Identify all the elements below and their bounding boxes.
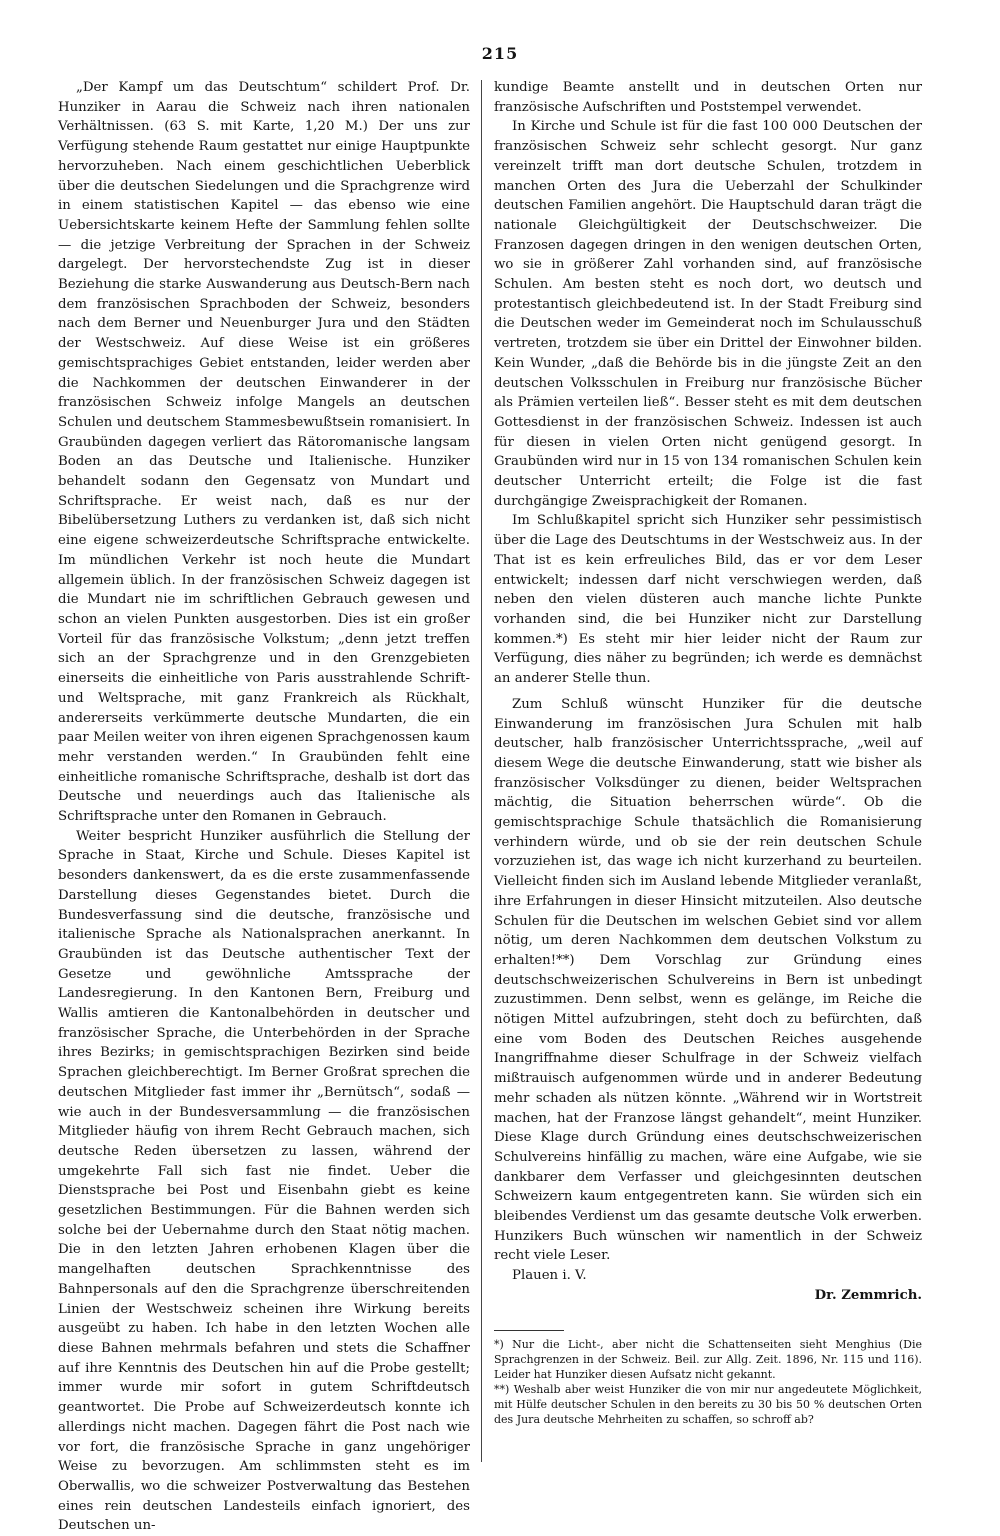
right-column [494, 78, 922, 1427]
author-name: Dr. Zemmrich. [814, 1288, 922, 1304]
paragraph: Im Schlußkapitel spricht sich Hunziker sehr pessimistisch über die Lage des Deutschtums in der Westschweiz aus. In der That ist es kein erfreuliches Bild, das er vor dem Leser entwickelt; indessen darf nicht verschwiegen werden, daß neben den vielen düsteren auch manche lichte Punkte vorhanden sind, die bei Hunziker nicht zur Darstellung kommen.*) Es steht mir hier leider nicht der Raum zur Verfügung, dies näher zu begründen; ich werde es demnächst an anderer Stelle thun. [494, 513, 922, 687]
left-column [58, 78, 470, 1536]
footnote: **) Weshalb aber weist Hunziker die von mir nur angedeutete Möglichkeit, mit Hülfe deutscher Schulen in den bereits zu 30 bis 50 % deutschen Orten des Jura deutsche Mehrheiten zu schaffen, so schroff ab? [494, 1383, 922, 1427]
paragraph: „Der Kampf um das Deutschtum“ schildert Prof. Dr. Hunziker in Aarau die Schweiz nach ihren nationalen Verhältnissen. (63 S. mit Karte, 1,20 M.) Der uns zur Verfügung stehende Raum gestattet nur einige Hauptpunkte hervorzuheben. Nach einem geschichtlichen Ueberblick über die deutschen Siedelungen und die Sprachgrenze wird in einem statistischen Kapitel — das ebenso wie eine Uebersichtskarte keinem Hefte der Sammlung fehlen sollte — die jetzige Verbreitung der Sprachen in der Schweiz dargelegt. Der hervorstechendste Zug ist in dieser Beziehung die starke Auswanderung aus Deutsch-Bern nach dem französischen Sprachboden der Schweiz, besonders nach dem Berner und Neuenburger Jura und den Städten der Westschweiz. Auf diese Weise ist ein größeres gemischtsprachiges Gebiet entstanden, leider werden aber die Nachkommen der deutschen Einwanderer in der französischen Schweiz infolge Mangels an deutschen Schulen und deutschem Stammesbewußtsein romanisiert. In Graubünden dagegen verliert das Rätoromanische langsam Boden an das Deutsche und Italienische. Hunziker behandelt sodann den Gegensatz von Mundart und Schriftsprache. Er weist nach, daß es nur der Bibelübersetzung Luthers zu verdanken ist, daß sich nicht eine eigene schweizerdeutsche Schriftsprache entwickelte. Im mündlichen Verkehr ist noch heute die Mundart allgemein üblich. In der französischen Schweiz dagegen ist die Mundart nie im schriftlichen Gebrauch gewesen und schon an vielen Punkten ausgestorben. Dies ist ein großer Vorteil für das französische Volkstum; „denn jetzt treffen sich an der Sprachgrenze und in den Grenzgebieten einerseits die einheitliche von Paris ausstrahlende Schrift- und Weltsprache, mit ganz Frankreich als Rückhalt, andererseits verkümmerte deutsche Mundarten, die ein paar Meilen weiter von ihren eigenen Sprachgenossen kaum mehr verstanden werden.“ In Graubünden fehlt eine einheitliche romanische Schriftsprache, deshalb ist dort das Deutsche und neuerdings auch das Italienische als Schriftsprache unter den Romanen in Gebrauch. [58, 80, 470, 825]
paragraph: Weiter bespricht Hunziker ausführlich die Stellung der Sprache in Staat, Kirche und Schule. Dieses Kapitel ist besonders dankenswert, da es die erste zusammenfassende Darstellung dieses Gegenstandes bietet. Durch die Bundesverfassung sind die deutsche, französische und italienische Sprache als Nationalsprachen anerkannt. In Graubünden ist das Deutsche authentischer Text der Gesetze und gewöhnliche Amtssprache der Landesregierung. In den Kantonen Bern, Freiburg und Wallis amtieren die Kantonalbehörden in deutscher und französischer Sprache, die Unterbehörden in der Sprache ihres Bezirks; in gemischtsprachigen Bezirken sind beide Sprachen gleichberechtigt. Im Berner Großrat sprechen die deutschen Mitglieder fast immer ihr „Bernütsch“, sodaß — wie auch in der Bundesversammlung — die französischen Mitglieder häufig von ihrem Recht Gebrauch machen, sich deutsche Reden übersetzen zu lassen, während der umgekehrte Fall sich fast nie findet. Ueber die Dienstsprache bei Post und Eisenbahn giebt es keine gesetzlichen Bestimmungen. Für die Bahnen werden sich solche bei der Uebernahme durch den Staat nötig machen. Die in den letzten Jahren erhobenen Klagen über die mangelhaften deutschen Sprachkenntnisse des Bahnpersonals auf den die Sprachgrenze überschreitenden Linien der Westschweiz scheinen ihre Wirkung bereits ausgeübt zu haben. Ich habe in den letzten Wochen alle diese Bahnen mehrmals befahren und stets die Schaffner auf ihre Kenntnis des Deutschen hin auf die Probe gestellt; immer wurde mir sofort in gutem Schriftdeutsch geantwortet. Die Probe auf Schweizerdeutsch konnte ich allerdings nicht machen. Dagegen fährt die Post nach wie vor fort, die französische Sprache in ganz ungehöriger Weise zu bevorzugen. Am schlimmsten steht es im Oberwallis, wo die schweizer Postverwaltung das Bestehen eines rein deutschen Landesteils einfach ignoriert, des Deutschen un- [58, 828, 470, 1534]
place-line: Plauen i. V. [512, 1268, 587, 1284]
footnote: *) Nur die Licht-, aber nicht die Schattenseiten sieht Menghius (Die Sprachgrenzen in der Schweiz. Beil. zur Allg. Zeit. 1896, Nr. 115 und 116). Leider hat Hunziker diesen Aufsatz nicht gekannt. [494, 1338, 922, 1382]
paragraph: Zum Schluß wünscht Hunziker für die deutsche Einwanderung im französischen Jura Schulen mit halb deutscher, halb französischer Unterrichtssprache, „weil auf diesem Wege die deutsche Einwanderung, statt wie bisher als französischer Volksdünger zu dienen, beider Weltsprachen mächtig, die Situation beherrschen würde“. Ob die gemischtsprachige Schule thatsächlich die Romanisierung verhindern würde, und ob sie der rein deutschen Schule vorzuziehen ist, das wage ich nicht kurzerhand zu beurteilen. Vielleicht finden sich im Ausland lebende Mitglieder veranlaßt, ihre Erfahrungen in dieser Hinsicht mitzuteilen. Also deutsche Schulen für die Deutschen im welschen Gebiet sind vor allem nötig, um deren Nachkommen dem deutschen Volkstum zu erhalten!**) Dem Vorschlag zur Gründung eines deutschschweizerischen Schulvereins in Bern ist unbedingt zuzustimmen. Denn selbst, wenn es gelänge, im Reiche die nötigen Mittel aufzubringen, steht doch zu befürchten, daß eine vom Boden des Deutschen Reiches ausgehende Inangriffnahme dieser Schulfrage in der Schweiz vielfach mißtrauisch aufgenommen würde und in anderer Bedeutung mehr schaden als nützen könnte. „Während wir in Wortstreit machen, hat der Franzose längst gehandelt“, meint Hunziker. Diese Klage durch Gründung eines deutschschweizerischen Schulvereins hinfällig zu machen, wäre eine Aufgabe, wie sie dankbarer dem Verfasser und gleichgesinnten deutschen Schweizern kaum entgegentreten kann. Sie würden sich ein bleibendes Verdienst um das gesamte deutsche Volk erwerben. Hunzikers Buch wünschen wir namentlich in der Schweiz recht viele Leser. [494, 696, 922, 1264]
signature-block [494, 1266, 922, 1308]
paragraph: In Kirche und Schule ist für die fast 100 000 Deutschen der französischen Schweiz sehr schlecht gesorgt. Nur ganz vereinzelt trifft man dort deutsche Schulen, trotzdem in manchen Orten des Jura die Ueberzahl der Schulkinder deutschen Familien angehört. Die Hauptschuld daran trägt die nationale Gleichgültigkeit der Deutschschweizer. Die Franzosen dagegen dringen in den wenigen deutschen Orten, wo sie in größerer Zahl vorhanden sind, auf französische Schulen. Am besten steht es noch dort, wo deutsch und protestantisch gleichbedeutend ist. In der Stadt Freiburg sind die Deutschen weder im Gemeinderat noch im Schulausschuß vertreten, trotzdem sie über ein Drittel der Einwohner bilden. Kein Wunder, „daß die Behörde bis in die jüngste Zeit an den deutschen Volksschulen in Freiburg nur französische Bücher als Prämien verteilen ließ“. Besser steht es mit dem deutschen Gottesdienst in der französischen Schweiz. Indessen ist auch für diesen in vielen Orten nicht genügend gesorgt. In Graubünden wird nur in 15 von 134 romanischen Schulen kein deutscher Unterricht erteilt; die Folge ist die fast durchgängige Zweisprachigkeit der Romanen. [494, 119, 922, 509]
column-divider [481, 80, 482, 1462]
paragraph: kundige Beamte anstellt und in deutschen Orten nur französische Aufschriften und Poststempel verwendet. [494, 80, 922, 115]
footnote-rule [494, 1330, 564, 1331]
page-number: 215 [481, 44, 519, 63]
